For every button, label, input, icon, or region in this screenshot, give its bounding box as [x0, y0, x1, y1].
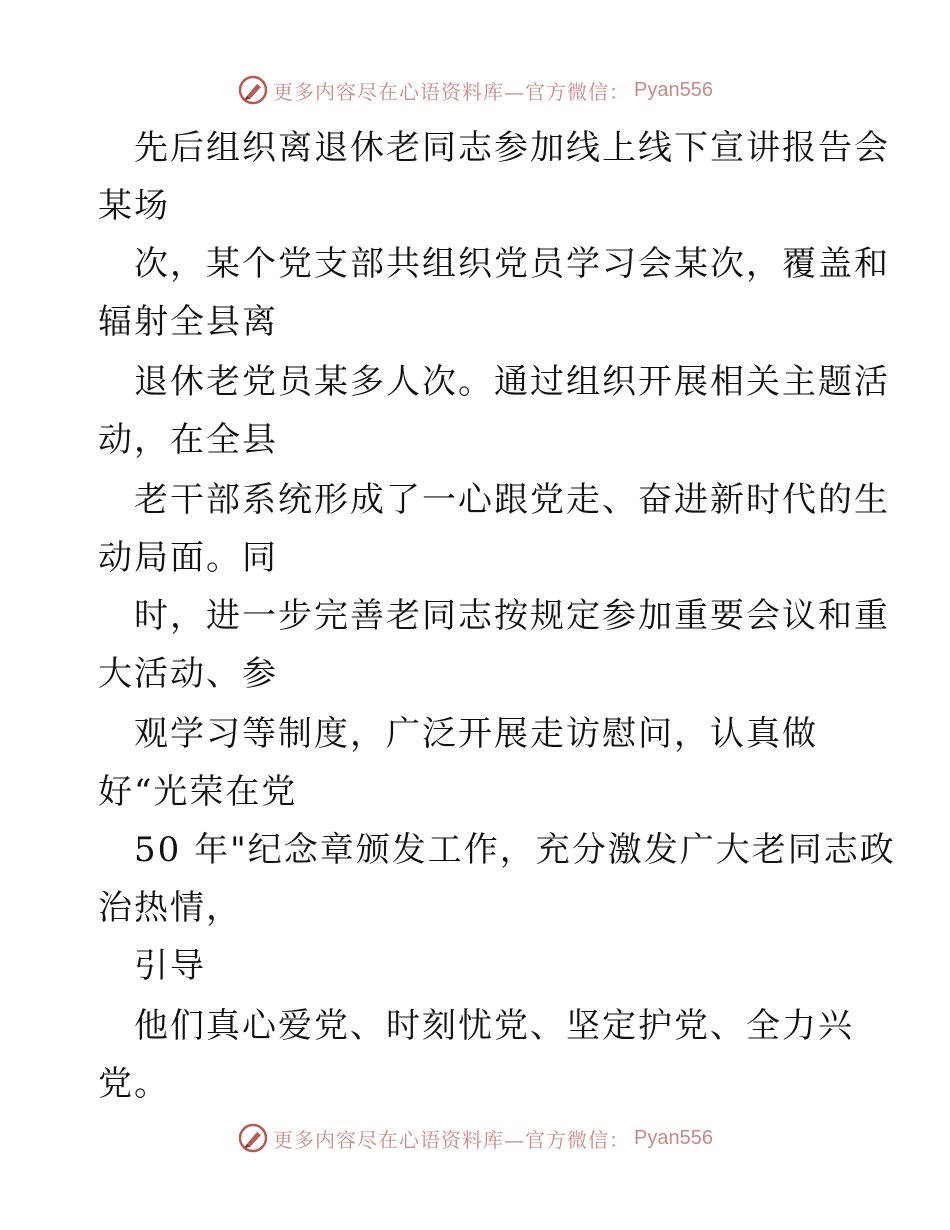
- text-line: 好“光荣在党: [98, 772, 298, 812]
- text-line: 次，某个党支部共组织党员学习会某次，覆盖和: [134, 244, 890, 284]
- fountain-pen-logo-icon: [237, 1122, 269, 1154]
- text-line: 治热情，: [98, 888, 242, 928]
- text-line: 50 年"纪念章颁发工作，充分激发广大老同志政: [134, 830, 896, 870]
- footer-watermark: [0, 1118, 950, 1158]
- text-line: 某场: [98, 186, 170, 226]
- watermark-contact: Pyan556: [634, 1126, 713, 1149]
- text-line: 动局面。同: [98, 538, 278, 578]
- text-line: 动，在全县: [98, 420, 278, 460]
- text-line: 观学习等制度，广泛开展走访慰问，认真做: [134, 714, 818, 754]
- text-line: 辐射全县离: [98, 302, 278, 342]
- text-line: 老干部系统形成了一心跟党走、奋进新时代的生: [134, 480, 890, 520]
- header-watermark: [0, 70, 950, 110]
- text-line: 先后组织离退休老同志参加线上线下宣讲报告会: [134, 128, 890, 168]
- watermark-group: [237, 74, 713, 106]
- watermark-group: [237, 1122, 713, 1154]
- fountain-pen-logo-icon: [237, 74, 269, 106]
- text-line: 时，进一步完善老同志按规定参加重要会议和重: [134, 596, 890, 636]
- text-line: 退休老党员某多人次。通过组织开展相关主题活: [134, 362, 890, 402]
- text-line: 引导: [134, 946, 206, 986]
- text-line: 党。: [98, 1064, 170, 1104]
- watermark-text: 更多内容尽在心语资料库—官方微信：: [273, 79, 631, 104]
- watermark-contact: Pyan556: [634, 78, 713, 101]
- text-line: 他们真心爱党、时刻忧党、坚定护党、全力兴: [134, 1006, 854, 1046]
- watermark-text: 更多内容尽在心语资料库—官方微信：: [273, 1127, 631, 1152]
- text-line: 大活动、参: [98, 654, 278, 694]
